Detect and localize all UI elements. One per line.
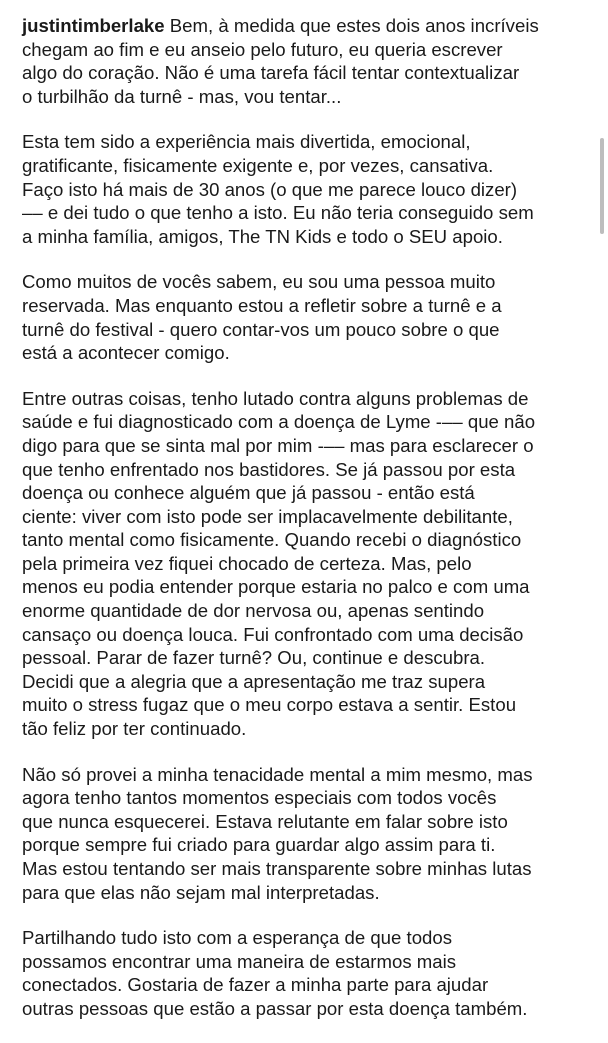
caption-paragraph-4: Entre outras coisas, tenho lutado contra alguns problemas de saúde e fui diagnosticado com a doença de Lyme -–– que não digo para que se sinta mal por mim -–– mas para esclarecer o que tenho enfrentado nos bastidores. Se já passou por esta doença ou conhece alguém que já passou - então está ciente: viver com isto pode ser implacavelmente debilitante, tanto mental como fisicamente. Quando recebi o diagnóstico pela primeira vez fiquei chocado de certeza. Mas, pelo menos eu podia entender porque estaria no palco e com uma enorme quantidade de dor nervosa ou, apenas sentindo cansaço ou doença louca. Fui confrontado com uma decisão pessoal. Parar de fazer turnê? Ou, continue e descubra. Decidi que a alegria que a apresentação me traz supera muito o stress fugaz que o meu corpo estava a sentir. Estou tão feliz por ter continuado. [22, 387, 536, 740]
caption-text-1: Bem, à medida que estes dois anos incríveis chegam ao fim e eu anseio pelo futuro, eu queria escrever algo do coração. Não é uma tarefa fácil tentar contextualizar o turbilhão da turnê - mas, vou tentar... [22, 15, 539, 107]
caption-paragraph-2: Esta tem sido a experiência mais divertida, emocional, gratificante, fisicamente exigente e, por vezes, cansativa. Faço isto há mais de 30 anos (o que me parece louco dizer) –– e dei tudo o que tenho a isto. Eu não teria conseguido sem a minha família, amigos, The TN Kids e todo o SEU apoio. [22, 131, 534, 247]
caption-paragraph-6: Partilhando tudo isto com a esperança de que todos possamos encontrar uma maneira de estarmos mais conectados. Gostaria de fazer a minha parte para ajudar outras pessoas que estão a passar por esta doença também. [22, 927, 528, 1019]
post-caption [22, 14, 594, 1043]
caption-paragraph-1 [22, 14, 594, 108]
caption-paragraph-3: Como muitos de vocês sabem, eu sou uma pessoa muito reservada. Mas enquanto estou a refletir sobre a turnê e a turnê do festival - quero contar-vos um pouco sobre o que está a acontecer comigo. [22, 271, 502, 364]
scrollbar-thumb[interactable] [600, 138, 604, 234]
caption-paragraph-5: Não só provei a minha tenacidade mental a mim mesmo, mas agora tenho tantos momentos especiais com todos vocês que nunca esquecerei. Estava relutante em falar sobre isto porque sempre fui criado para guardar algo assim para ti. Mas estou tentando ser mais transparente sobre minhas lutas para que elas não sejam mal interpretadas. [22, 763, 533, 903]
username-link[interactable]: justintimberlake [22, 15, 165, 36]
